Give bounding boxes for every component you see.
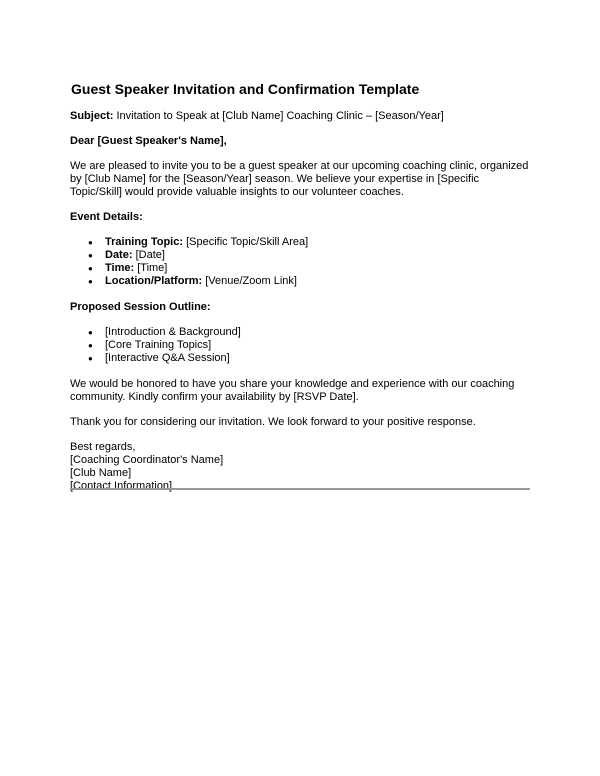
document-page: [70, 80, 530, 493]
subject-line: [70, 110, 530, 123]
list-item: [70, 262, 530, 275]
event-detail-value: [Time]: [137, 262, 168, 274]
event-detail-value: [Venue/Zoom Link]: [205, 275, 297, 287]
signoff-line: [Club Name]: [70, 467, 132, 479]
event-detail-label: Training Topic:: [105, 236, 184, 248]
horizontal-divider: [70, 488, 530, 490]
list-item: [70, 275, 530, 288]
event-details-heading: Event Details:: [70, 211, 143, 223]
event-detail-label: Location/Platform:: [105, 275, 203, 287]
salutation: Dear [Guest Speaker's Name],: [70, 135, 227, 147]
document-title: Guest Speaker Invitation and Confirmation Template: [71, 81, 420, 97]
signoff-line: [Coaching Coordinator's Name]: [70, 454, 224, 466]
honor-paragraph: We would be honored to have you share your knowledge and experience with our coaching community. Kindly confirm your availability by [RSVP Date].: [70, 378, 515, 403]
list-item: [70, 249, 530, 262]
thanks-paragraph: Thank you for considering our invitation. We look forward to your positive response.: [70, 416, 476, 428]
event-detail-value: [Specific Topic/Skill Area]: [186, 236, 309, 248]
subject-label: Subject:: [70, 110, 114, 122]
list-item: ● [Introduction & Background]: [70, 326, 530, 339]
list-item: [70, 236, 530, 249]
event-detail-value: [Date]: [135, 249, 165, 261]
signoff-line: Best regards,: [70, 441, 136, 453]
signoff-line: [Contact Information]: [70, 480, 173, 492]
event-detail-label: Date:: [105, 249, 133, 261]
event-detail-label: Time:: [105, 262, 135, 274]
session-outline-heading: Proposed Session Outline:: [70, 301, 211, 313]
intro-paragraph: We are pleased to invite you to be a guest speaker at our upcoming coaching clinic, organized by [Club Name] for the [Season/Year] season. We believe your expertise in [Specific Topic/Skill] would provide valuable insights to our volunteer coaches.: [70, 160, 529, 198]
list-item: ● [Interactive Q&A Session]: [70, 352, 530, 365]
session-outline-list: [70, 326, 530, 365]
signoff-block: [70, 441, 530, 493]
event-details-list: [70, 236, 530, 288]
subject-text: Invitation to Speak at [Club Name] Coaching Clinic – [Season/Year]: [116, 110, 444, 122]
list-item: ● [Core Training Topics]: [70, 339, 530, 352]
